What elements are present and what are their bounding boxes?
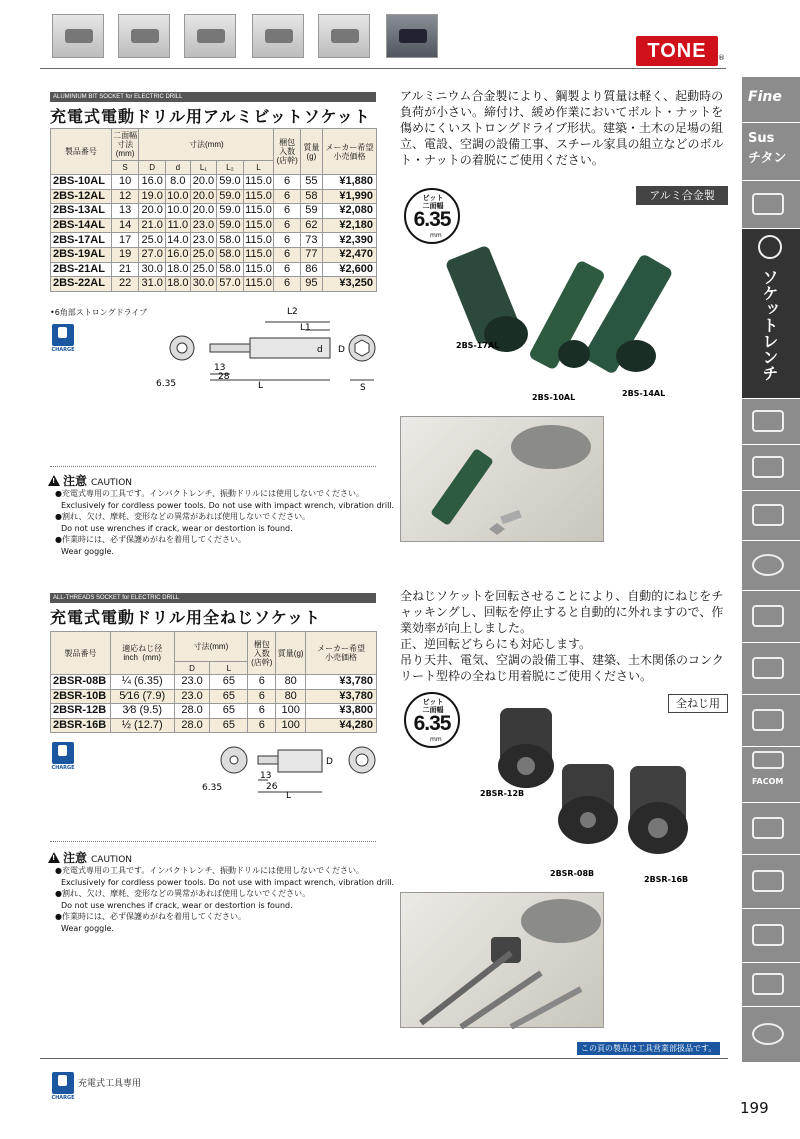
table-cell: 2BSR-12B — [51, 704, 111, 719]
torque-wrench-icon — [752, 605, 784, 627]
diagram-label-l2: L2 — [287, 307, 298, 317]
trolley-icon — [752, 870, 784, 892]
caution-title-text: 注意 — [63, 851, 88, 865]
section2-description: 全ねじソケットを回転させることにより、自動的にねじをチャッキングし、回転を停止すると自動的に外れますので、作業効率が向上しました。 正、逆回転どちらにも対応します。 吊り天井、電気、空調の設備工事、建築、土木関係のコンクリート型枠の全ねじ用着脱にご使用ください。 — [400, 589, 724, 683]
table-cell: 58 — [300, 189, 322, 204]
table-cell: 55 — [300, 175, 322, 190]
table-row — [51, 262, 377, 277]
section1-usage-photo — [400, 416, 604, 542]
caution2-text — [55, 865, 394, 934]
table-cell: 6 — [274, 189, 301, 204]
table-cell: 2BS-17AL — [51, 233, 112, 248]
table-cell: 58.0 — [217, 247, 244, 262]
material-label-aluminium: アルミ合金製 — [636, 186, 728, 205]
side-tab-misc[interactable] — [742, 1006, 800, 1062]
table-cell: 31.0 — [139, 277, 166, 292]
side-tab-facom[interactable] — [742, 746, 800, 802]
table-cell: 6 — [274, 277, 301, 292]
table-cell: 30.0 — [139, 262, 166, 277]
table-cell: 77 — [300, 247, 322, 262]
side-tab-clamps[interactable] — [742, 962, 800, 1006]
top-rule — [40, 68, 726, 69]
table-cell: ¥3,250 — [322, 277, 376, 292]
socket-icon — [758, 235, 782, 259]
thumbnail-sockets[interactable] — [118, 14, 170, 58]
diagram-label-l1: L1 — [300, 323, 311, 333]
caution-line: Wear goggle. — [61, 923, 114, 933]
table-cell: 21 — [111, 262, 139, 277]
charge-tool-text: 充電式工具専用 — [78, 1079, 142, 1089]
badge-value: 6.35 — [413, 208, 451, 231]
badge-label: ビット 二面幅 — [422, 698, 444, 714]
section1-description: アルミニウム合金製により、鋼製より質量は軽く、起動時の負荷が小さい。締付け、緩め作業においてボルト・ナットを傷めにくいストロングドライブ形状。建築・土木の足場の組立、電設、空調の設備工事、スチール家具の組立などのボルト・ナットの着脱にご使用ください。 — [400, 89, 724, 167]
diagram-label-l: L — [258, 381, 264, 391]
header-thread: 適応ねじ径 inch (mm) — [110, 632, 174, 675]
table-cell: 57.0 — [217, 277, 244, 292]
header-sub: L — [210, 662, 248, 675]
table-cell: 28.0 — [174, 718, 210, 733]
table-cell: 11.0 — [165, 218, 190, 233]
table-cell: 17 — [111, 233, 139, 248]
table-cell: 115.0 — [245, 189, 272, 202]
table-cell: 14 — [111, 218, 139, 233]
model-label-2bs-14al: 2BS-14AL — [622, 389, 666, 398]
badge-label: ビット 二面幅 — [422, 194, 444, 210]
header-pack: 梱包 入数 (店幹) — [248, 632, 276, 675]
side-tab-accessories[interactable] — [742, 802, 800, 854]
table-row — [51, 175, 377, 190]
hammer-icon — [752, 709, 784, 731]
bit-width-badge-2 — [404, 692, 460, 748]
table-cell: 6 — [248, 718, 276, 733]
side-tab-label: FACOM — [752, 777, 784, 786]
table-row — [51, 189, 377, 204]
model-label-2bs-17al: 2BS-17AL — [456, 341, 500, 350]
side-tab-pliers[interactable] — [742, 444, 800, 490]
table-cell: ¥1,990 — [322, 189, 376, 204]
side-tab-trolley[interactable] — [742, 854, 800, 908]
table-cell: 10.0 — [167, 204, 189, 217]
header-price: メーカー希望 小売価格 — [306, 632, 377, 675]
caution-line: ●割れ、欠け、摩耗、変形などの異常があれば使用しないでください。 — [55, 889, 311, 898]
table-cell: 2BS-10AL — [51, 175, 112, 190]
table-cell: ¥2,180 — [322, 218, 376, 233]
table-cell: 115.0 — [245, 248, 272, 261]
hex-key-icon — [752, 504, 784, 526]
thumbnail-socket-rail[interactable] — [252, 14, 304, 58]
table-cell: 2BSR-16B — [51, 718, 111, 733]
caution-line: Exclusively for cordless power tools. Do not use with impact wrench, vibration drill. — [61, 877, 395, 887]
table-cell: 27.0 — [139, 247, 166, 262]
table-cell: 59.0 — [217, 189, 244, 204]
table-cell: 13 — [111, 204, 139, 219]
table-cell: 21.0 — [139, 218, 166, 233]
table-cell: 25.0 — [190, 262, 217, 277]
side-tab-label: Sus チタン — [748, 131, 787, 166]
diagram-label-s: S — [360, 383, 366, 393]
diagram-label-28: 28 — [218, 372, 230, 382]
table-cell: 23.0 — [190, 233, 217, 248]
table-row — [51, 233, 377, 248]
model-label-2bsr-16b: 2BSR-16B — [644, 875, 689, 884]
table-cell: 58.0 — [217, 262, 244, 277]
table-cell: 100 — [276, 718, 306, 733]
caution1-title — [48, 472, 132, 489]
table-cell: 59.0 — [217, 175, 244, 190]
thumbnail-socket-set[interactable] — [52, 14, 104, 58]
thumbnail-ratchet-handle[interactable] — [184, 14, 236, 58]
wrench-icon — [752, 410, 784, 432]
sales-department-note: この頁の製品は工具営業部扱品です。 — [577, 1042, 720, 1055]
section1-product-image — [440, 230, 730, 400]
table-row — [51, 218, 377, 233]
table-cell: 80 — [276, 675, 306, 690]
table-cell: 2BSR-10B — [51, 689, 111, 704]
diagram-label-hex: 6.35 — [202, 783, 223, 793]
drive-note: •6角部ストロングドライブ — [50, 308, 148, 317]
toolbox-icon — [752, 193, 784, 215]
diagram-label-13: 13 — [214, 363, 226, 373]
table-row — [51, 277, 377, 292]
table-cell: 10.0 — [167, 189, 189, 202]
table-cell: 23.0 — [174, 675, 210, 690]
pliers-icon — [752, 456, 784, 478]
table-cell: 6 — [274, 218, 301, 233]
table-cell: 2BS-12AL — [51, 189, 112, 204]
table-cell: 2BS-22AL — [51, 277, 112, 292]
table-cell: 95 — [300, 277, 322, 292]
table-cell: 6 — [248, 704, 276, 719]
side-tab-hex-keys[interactable] — [742, 490, 800, 540]
table-cell: 22 — [111, 277, 139, 292]
diagram-label-d-lower: d — [317, 345, 323, 355]
charge-label: CHARGE — [51, 347, 75, 353]
caution2-title — [48, 849, 132, 866]
caution-line: Do not use wrenches if crack, wear or destortion is found. — [61, 900, 293, 910]
caution-line: ●充電式専用の工具です。インパクトレンチ、振動ドリルには使用しないでください。 — [55, 489, 365, 498]
table-cell: 8.0 — [165, 175, 190, 190]
table-cell: 62 — [300, 218, 322, 233]
table-cell: 25.0 — [139, 233, 166, 248]
table-cell: ¼ (6.35) — [110, 675, 174, 690]
table-cell: 115.0 — [245, 204, 272, 217]
table-cell: ¥2,600 — [322, 262, 376, 277]
table-cell: 6 — [248, 689, 276, 704]
section1-spec-table — [50, 128, 377, 292]
clamp-icon — [752, 973, 784, 995]
registered-mark: ® — [718, 54, 725, 62]
table-row — [51, 247, 377, 262]
table-cell: 115.0 — [245, 175, 272, 188]
table-cell: 59.0 — [217, 204, 244, 219]
header-sub: L₁ — [190, 161, 217, 175]
model-label-2bsr-08b: 2BSR-08B — [550, 869, 595, 878]
table-cell: 80 — [276, 689, 306, 704]
side-tab-box-kit[interactable] — [742, 180, 800, 228]
side-tab-socket-wrench[interactable] — [742, 228, 800, 398]
table-cell: 65 — [210, 689, 248, 704]
header-sub: L — [243, 161, 274, 175]
caution-title-text: 注意 — [63, 474, 88, 488]
side-tab-screwdrivers[interactable] — [742, 540, 800, 590]
header-code: 製品番号 — [51, 632, 111, 675]
misc-tool-icon — [752, 1023, 784, 1045]
table-cell: 115.0 — [245, 233, 272, 246]
table-row — [51, 718, 377, 733]
side-tab-pullers[interactable] — [742, 642, 800, 694]
header-dims: 寸法(mm) — [139, 129, 274, 161]
side-tab-storage[interactable] — [742, 908, 800, 962]
caution-line: ●作業時には、必ず保護めがねを着用してください。 — [55, 535, 246, 544]
side-tab-label: ソケットレンチ — [760, 269, 779, 381]
table-cell: 16.0 — [167, 248, 189, 261]
caution1-divider — [50, 466, 376, 467]
charge-label: CHARGE — [51, 765, 75, 771]
table-cell: 16.0 — [139, 175, 166, 190]
badge-value: 6.35 — [413, 712, 451, 735]
diagram-label-26: 26 — [266, 782, 278, 792]
drill-usage-illustration — [401, 417, 605, 543]
table-row — [51, 204, 377, 219]
table-cell: ¥3,780 — [306, 675, 377, 690]
table-cell: ¥2,390 — [322, 233, 376, 248]
diagram-label-13: 13 — [260, 771, 272, 781]
table-cell: 18.0 — [167, 262, 189, 275]
section1-title: 充電式電動ドリル用アルミビットソケット — [50, 107, 371, 126]
storage-icon — [752, 924, 784, 946]
warning-icon — [48, 475, 60, 486]
table-cell: 23.0 — [174, 689, 210, 704]
header-code: 製品番号 — [51, 129, 112, 175]
badge-unit: mm — [430, 736, 442, 743]
header-sub: L₂ — [217, 161, 244, 175]
table-row — [51, 704, 377, 719]
screwdriver-icon — [752, 554, 784, 576]
model-label-2bsr-12b: 2BSR-12B — [480, 789, 525, 798]
table-cell: 115.0 — [245, 262, 272, 275]
section2-bar: ALL-THREADS SOCKET for ELECTRIC DRILL — [50, 593, 376, 603]
table-cell: 2BS-21AL — [51, 262, 112, 277]
section2-dimension-diagram — [190, 738, 380, 798]
side-tab-label: Fine — [748, 89, 782, 105]
table-cell: 23.0 — [190, 218, 217, 233]
material-label-all-thread: 全ねじ用 — [668, 694, 728, 713]
diagram-label-hex: 6.35 — [156, 379, 177, 389]
charge-icon — [51, 1072, 75, 1101]
table-cell: ¥4,280 — [306, 718, 377, 733]
table-cell: 20.0 — [190, 189, 217, 204]
caution-title-en: CAUTION — [91, 478, 133, 488]
caution-line: Exclusively for cordless power tools. Do not use with impact wrench, vibration drill. — [61, 500, 395, 510]
table-cell: 3⁄8 (9.5) — [110, 704, 174, 719]
page-number: 199 — [740, 1099, 769, 1117]
table-cell: 20.0 — [190, 204, 217, 219]
table-cell: ¥3,780 — [306, 689, 377, 704]
header-weight: 質量 (g) — [300, 129, 322, 175]
caution-line: ●作業時には、必ず保護めがねを着用してください。 — [55, 912, 246, 921]
table-cell: 19.0 — [139, 189, 166, 204]
table-cell: 65 — [210, 704, 248, 719]
section2-product-image — [470, 688, 730, 884]
table-cell: 100 — [276, 704, 306, 719]
table-cell: ¥2,080 — [322, 204, 376, 219]
table-cell: 6 — [248, 675, 276, 690]
caution-title-en: CAUTION — [91, 855, 133, 865]
table-cell: 59.0 — [217, 218, 244, 233]
header-dims: 寸法(mm) — [174, 632, 248, 662]
table-cell: 6 — [274, 204, 301, 219]
facom-logo-icon — [752, 751, 784, 769]
puller-icon — [752, 657, 784, 679]
header-sub: d — [165, 161, 190, 175]
model-label-2bs-10al: 2BS-10AL — [532, 393, 576, 400]
side-tab-hammer[interactable] — [742, 694, 800, 746]
table-cell: 19 — [111, 247, 139, 262]
header-pack: 梱包 入数 (店幹) — [274, 129, 301, 175]
charge-label: CHARGE — [51, 1095, 75, 1101]
table-cell: 73 — [300, 233, 322, 248]
tone-logo: TONE — [636, 36, 718, 66]
threaded-rod-illustration — [401, 893, 605, 1029]
thumbnail-extension-bar[interactable] — [318, 14, 370, 58]
table-cell: 2BSR-08B — [51, 675, 111, 690]
section1-bar: ALUMINIUM BIT SOCKET for ELECTRIC DRILL — [50, 92, 376, 102]
table-cell: 10 — [111, 175, 139, 190]
table-cell: 5⁄16 (7.9) — [110, 689, 174, 704]
table-cell: 28.0 — [174, 704, 210, 719]
table-cell: ¥3,800 — [306, 704, 377, 719]
table-cell: 58.0 — [217, 233, 244, 248]
table-cell: 6 — [274, 233, 301, 248]
diagram-label-l: L — [286, 791, 292, 798]
charge-icon — [51, 324, 75, 353]
header-price: メーカー希望 小売価格 — [322, 129, 376, 175]
table-cell: 20.0 — [139, 204, 166, 219]
table-cell: 14.0 — [167, 233, 189, 246]
side-tab-torque[interactable] — [742, 590, 800, 642]
thumbnail-power-tool-socket[interactable] — [386, 14, 438, 58]
table-cell: 2BS-14AL — [51, 218, 112, 233]
diagram-label-d-upper: D — [338, 345, 345, 355]
table-cell: 2BS-19AL — [51, 247, 112, 262]
footer-rule — [40, 1058, 728, 1059]
section2-usage-photo — [400, 892, 604, 1028]
table-cell: 6 — [274, 175, 301, 190]
section1-dimension-diagram — [150, 300, 380, 400]
table-cell: 115.0 — [245, 219, 272, 232]
caution-line: Wear goggle. — [61, 546, 114, 556]
table-cell: 65 — [210, 675, 248, 690]
caution-line: Do not use wrenches if crack, wear or destortion is found. — [61, 523, 293, 533]
side-tab-fine[interactable] — [742, 76, 800, 122]
section2-spec-table — [50, 631, 377, 733]
table-cell: 18.0 — [167, 277, 189, 290]
diagram-label-d: D — [326, 757, 333, 767]
table-cell: 12 — [111, 189, 139, 204]
table-cell: ¥1,880 — [322, 175, 376, 190]
header-sub: D — [139, 161, 166, 175]
table-cell: ½ (12.7) — [110, 718, 174, 733]
accessory-icon — [752, 817, 784, 839]
table-cell: 115.0 — [245, 277, 272, 290]
header-sub: S — [111, 161, 139, 175]
section2-title: 充電式電動ドリル用全ねじソケット — [50, 608, 322, 627]
caution2-divider — [50, 841, 376, 842]
badge-unit: mm — [430, 232, 442, 239]
table-row — [51, 675, 377, 690]
table-cell: 6 — [274, 247, 301, 262]
header-width: 二面幅 寸法 (mm) — [111, 129, 139, 161]
table-cell: 20.0 — [190, 175, 217, 190]
table-cell: 2BS-13AL — [51, 204, 112, 219]
table-cell: 65 — [210, 718, 248, 733]
table-row — [51, 689, 377, 704]
table-cell: ¥2,470 — [322, 247, 376, 262]
caution-line: ●割れ、欠け、摩耗、変形などの異常があれば使用しないでください。 — [55, 512, 311, 521]
caution1-text — [55, 488, 394, 557]
table-cell: 59 — [300, 204, 322, 219]
charge-icon — [51, 742, 75, 771]
side-tab-wrench[interactable] — [742, 398, 800, 444]
table-cell: 30.0 — [190, 277, 217, 292]
warning-icon — [48, 852, 60, 863]
caution-line: ●充電式専用の工具です。インパクトレンチ、振動ドリルには使用しないでください。 — [55, 866, 365, 875]
side-tab-sus-titan[interactable] — [742, 122, 800, 180]
table-cell: 6 — [274, 262, 301, 277]
header-sub: D — [174, 662, 210, 675]
table-cell: 25.0 — [190, 247, 217, 262]
table-cell: 86 — [300, 262, 322, 277]
header-weight: 質量(g) — [276, 632, 306, 675]
